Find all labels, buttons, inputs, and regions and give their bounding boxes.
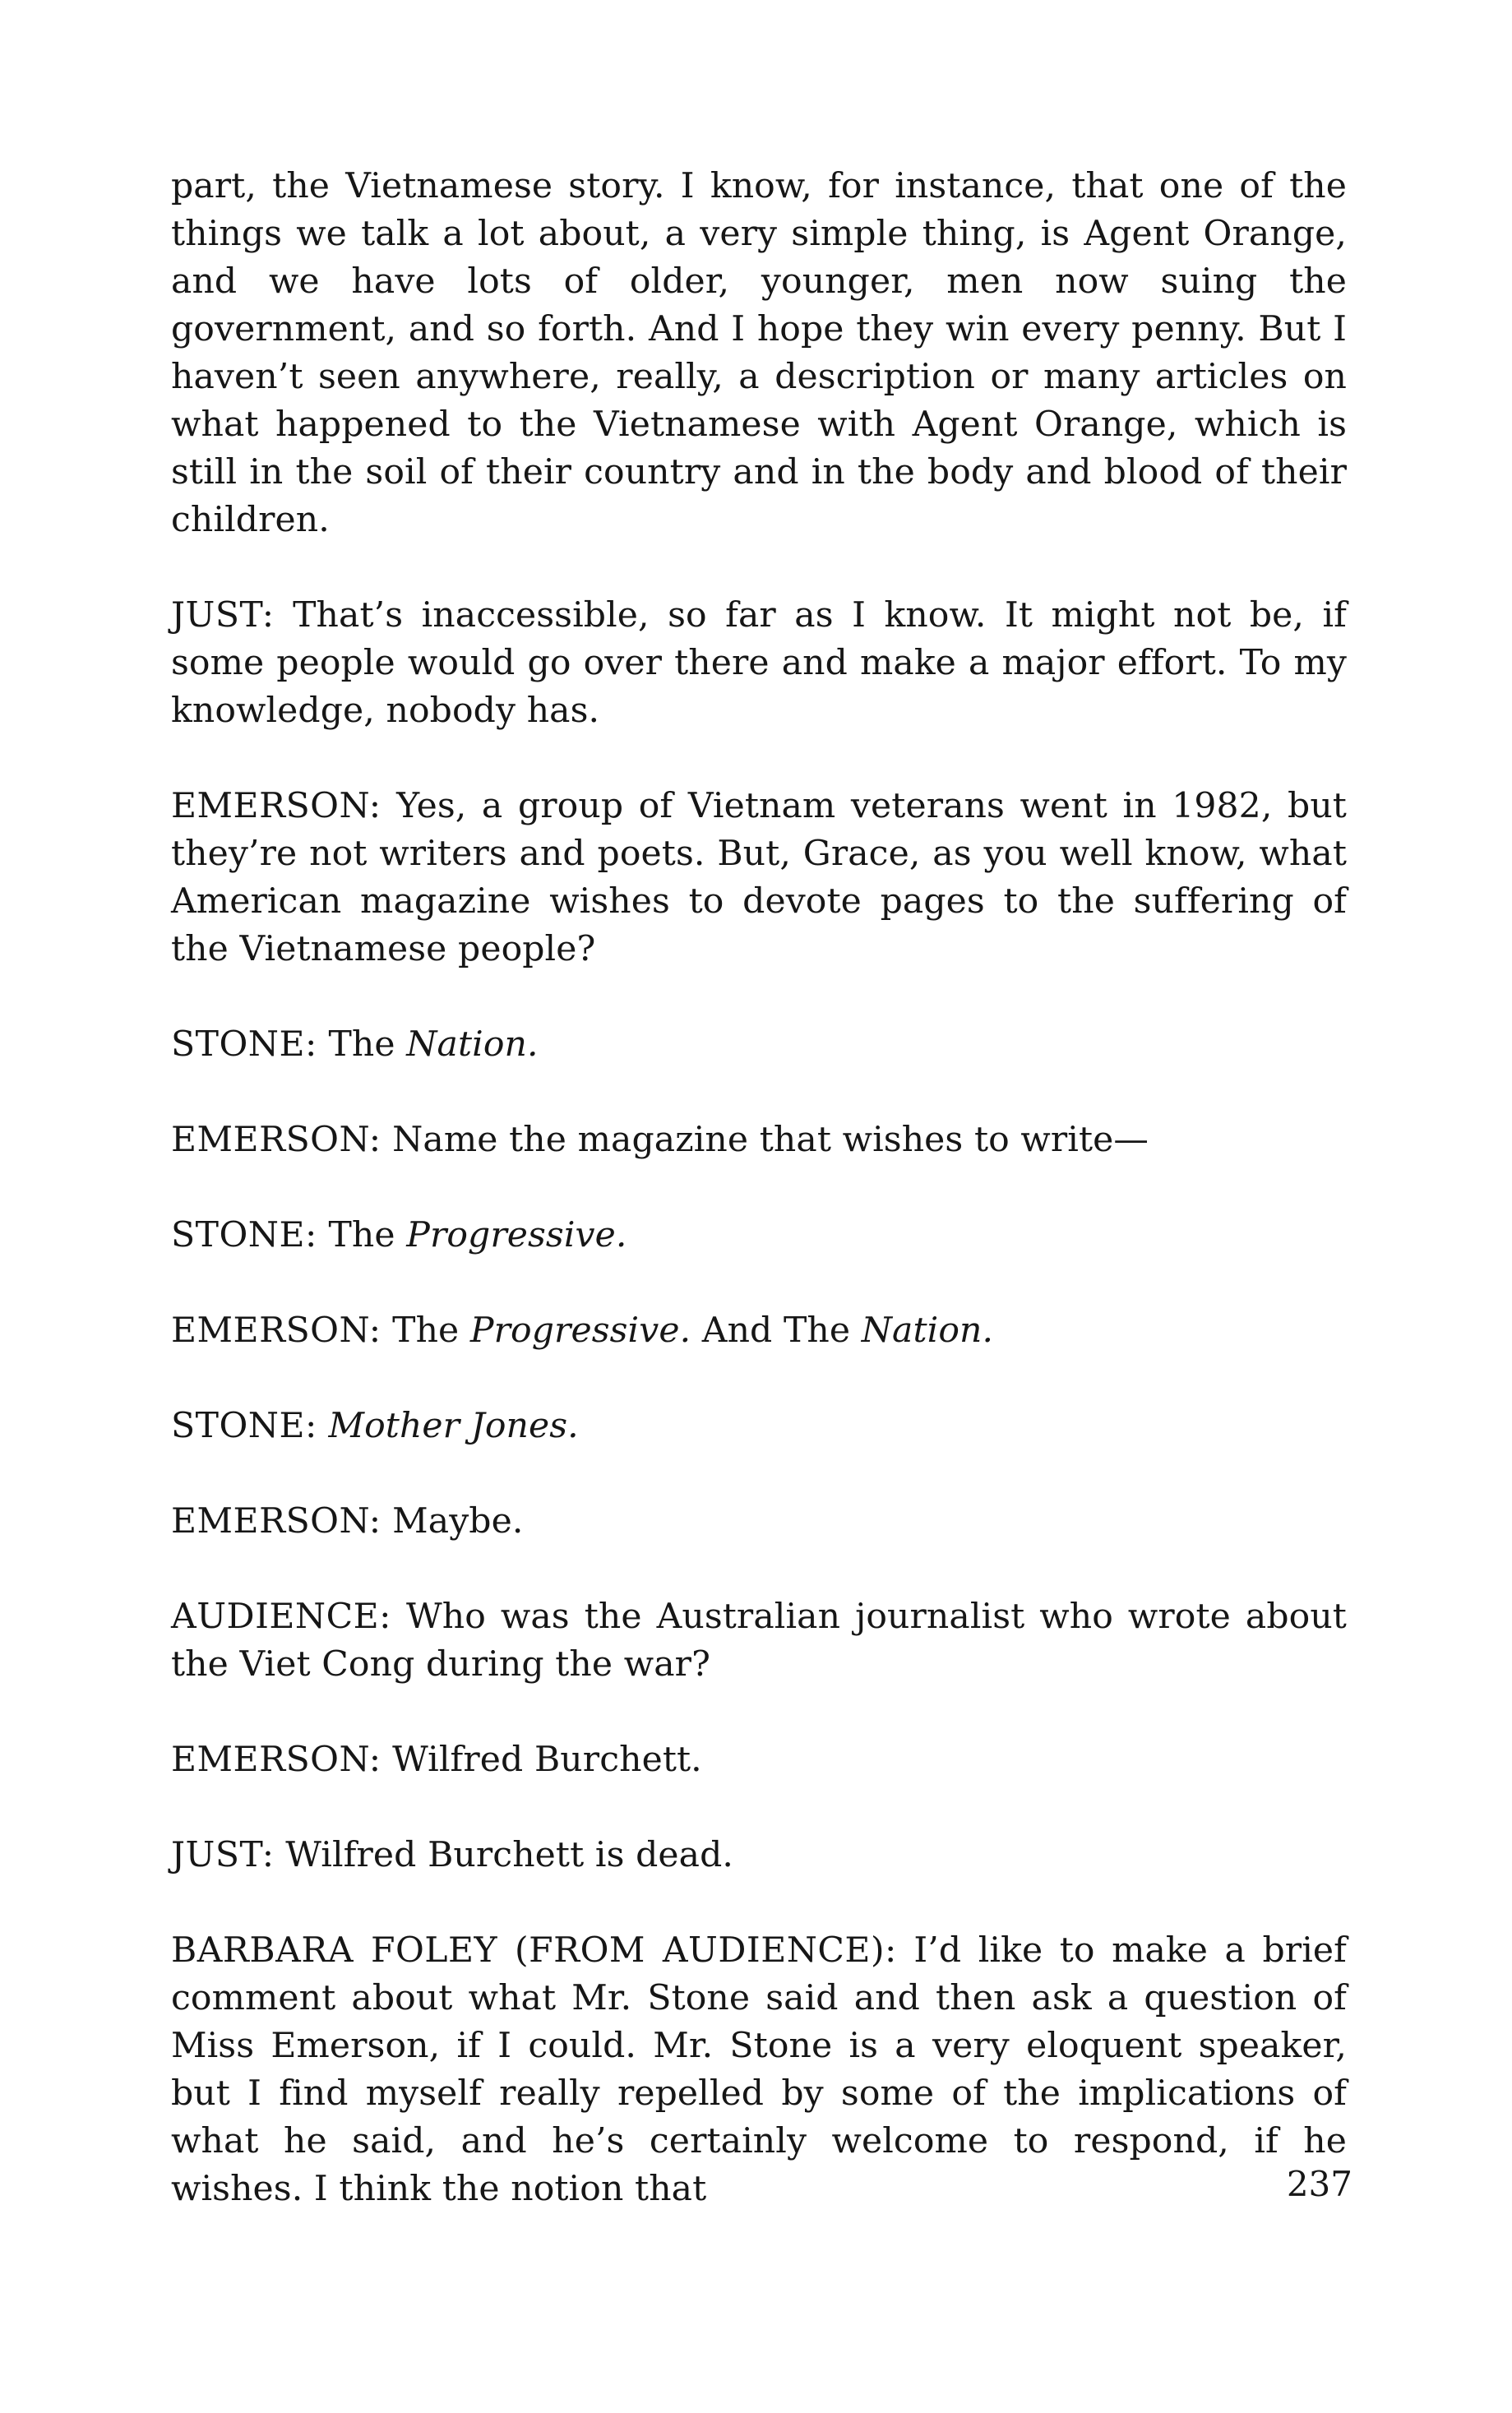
exchange-emerson-4: [171, 1498, 1347, 1546]
exchange-stone-1: [171, 1021, 1347, 1069]
magazine-title: Mother Jones.: [328, 1406, 579, 1446]
speaker-label: EMERSON:: [171, 1740, 381, 1780]
speaker-label: EMERSON:: [171, 1501, 381, 1542]
speaker-label: STONE:: [171, 1215, 317, 1255]
page-number: 237: [1286, 2164, 1352, 2204]
speaker-label: STONE:: [171, 1406, 317, 1446]
exchange-stone-2: [171, 1212, 1347, 1260]
exchange-emerson-5: [171, 1736, 1347, 1784]
exchange-emerson-3: [171, 1307, 1347, 1355]
exchange-text-pre: The: [328, 1024, 407, 1065]
intro-paragraph: part, the Vietnamese story. I know, for instance, that one of the things we talk a lot about, a very simple thing, is Agent Orange, and we have lots of older, younger, men now suing the government, and so forth. And I hope they win every penny. But I haven’t seen anywhere, really, a description or many articles on what happened to the Vietnamese with Agent Orange, which is still in the soil of their country and in the body and blood of their children.: [171, 166, 1347, 540]
magazine-title: Progressive.: [469, 1311, 691, 1351]
exchange-text: I’d like to make a brief comment about what Mr. Stone said and then ask a question of Miss Emerson, if I could. Mr. Stone is a very eloquent speaker, but I find myself really repelled by some of the implications of what he said, and he’s certainly welcome to respond, if he wishes. I think the notion that: [171, 1930, 1347, 2209]
speaker-label: STONE:: [171, 1024, 317, 1065]
speaker-label: BARBARA FOLEY (FROM AUDIENCE):: [171, 1930, 897, 1971]
exchange-text: Wilfred Burchett.: [392, 1740, 702, 1780]
exchange-just-1: [171, 592, 1347, 735]
speaker-label: EMERSON:: [171, 1311, 381, 1351]
exchange-text: Name the magazine that wishes to write—: [392, 1120, 1149, 1160]
exchange-text-pre: The: [328, 1215, 407, 1255]
exchange-text: Wilfred Burchett is dead.: [285, 1835, 734, 1875]
speaker-label: EMERSON:: [171, 786, 381, 826]
exchange-just-2: [171, 1832, 1347, 1879]
exchange-audience-1: [171, 1593, 1347, 1689]
exchange-text: Maybe.: [392, 1501, 524, 1542]
magazine-title: Nation.: [861, 1311, 994, 1351]
exchange-stone-3: [171, 1403, 1347, 1450]
magazine-title: Progressive.: [406, 1215, 627, 1255]
speaker-label: AUDIENCE:: [171, 1597, 391, 1637]
exchange-text: Who was the Australian journalist who wrote about the Viet Cong during the war?: [171, 1597, 1347, 1685]
page-body: [171, 163, 1347, 2261]
speaker-label: JUST:: [171, 595, 275, 636]
exchange-emerson-2: [171, 1116, 1347, 1164]
exchange-text: Yes, a group of Vietnam veterans went in 1982, but they’re not writers and poets. But, Grace, as you well know, what American magazine wishes to devote pages to the suffering of the Vietnamese people?: [171, 786, 1347, 969]
exchange-foley-1: [171, 1927, 1347, 2213]
speaker-label: JUST:: [171, 1835, 275, 1875]
exchange-text: That’s inaccessible, so far as I know. It might not be, if some people would go over there and make a major effort. To my knowledge, nobody has.: [171, 595, 1347, 731]
exchange-emerson-1: [171, 783, 1347, 973]
magazine-title: Nation.: [406, 1024, 539, 1065]
exchange-text-mid: And The: [691, 1311, 862, 1351]
exchange-text-pre: The: [392, 1311, 470, 1351]
speaker-label: EMERSON:: [171, 1120, 381, 1160]
